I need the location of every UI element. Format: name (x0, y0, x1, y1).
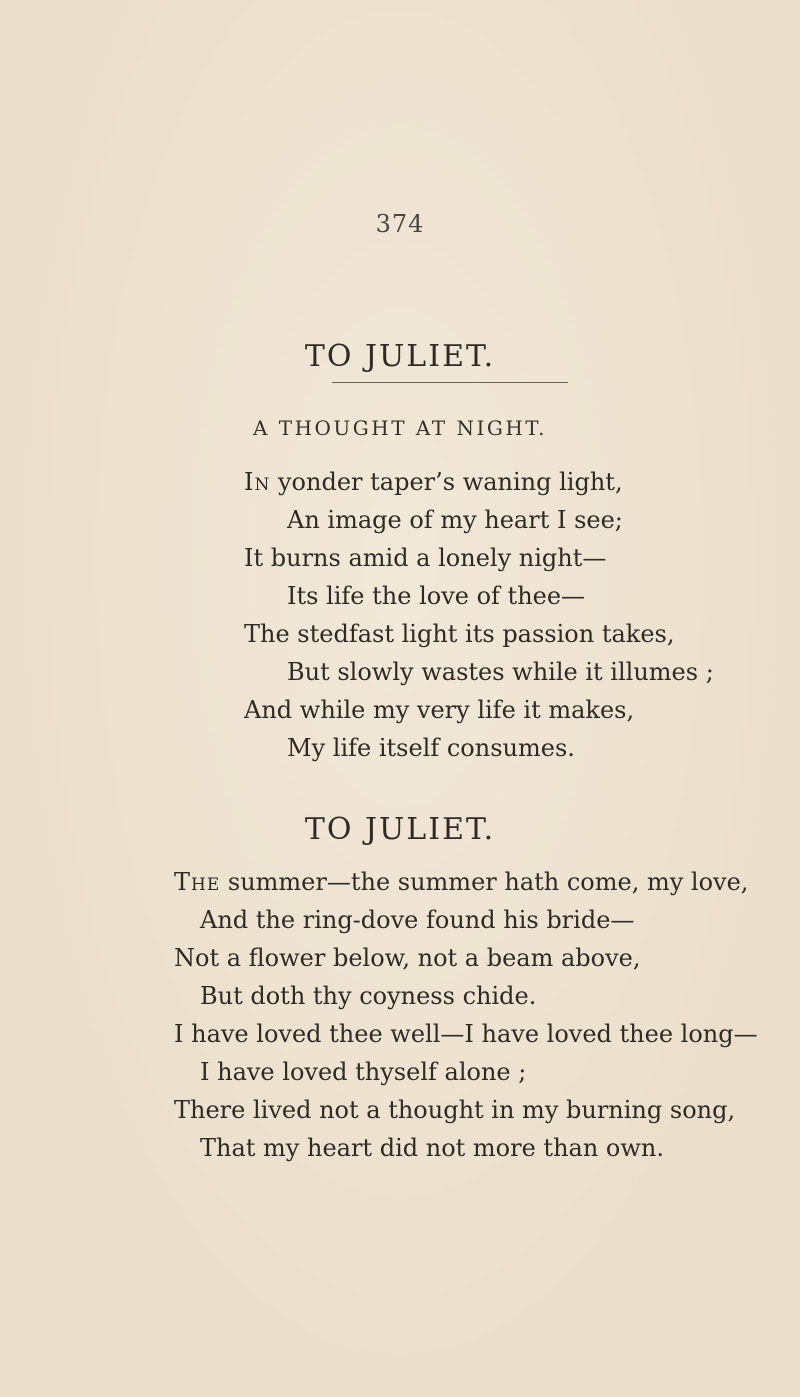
poem-line: Its life the love of thee— (287, 582, 586, 610)
poem-line: And the ring-dove found his bride— (200, 906, 635, 934)
page-number: 374 (375, 210, 425, 238)
poem-line: I have loved thyself alone ; (200, 1058, 527, 1086)
poem-line: There lived not a thought in my burning song, (174, 1096, 736, 1124)
section-divider (332, 382, 568, 383)
poem-line: Not a flower below, not a beam above, (174, 944, 641, 972)
poem-line (244, 470, 623, 494)
poem-line: But doth thy coyness chide. (200, 982, 537, 1010)
poem-line (174, 870, 748, 894)
poem-line: My life itself consumes. (287, 734, 575, 762)
drop-word: The (174, 868, 221, 896)
poem-line: I have loved thee well—I have loved thee long— (174, 1020, 758, 1048)
poem-line: And while my very life it makes, (244, 696, 635, 724)
poem-line: It burns amid a lonely night— (244, 544, 607, 572)
poem-subtitle: A THOUGHT AT NIGHT. (252, 416, 548, 440)
poem-line: The stedfast light its passion takes, (244, 620, 675, 648)
poem-line: But slowly wastes while it illumes ; (287, 658, 714, 686)
poem-title: TO JULIET. (304, 339, 496, 374)
drop-word: In (244, 468, 271, 496)
poem-line: An image of my heart I see; (287, 506, 623, 534)
line-text: yonder taper’s waning light, (270, 468, 623, 496)
line-text: summer—the summer hath come, my love, (220, 868, 749, 896)
poem-line: That my heart did not more than own. (200, 1134, 665, 1162)
poem-title: TO JULIET. (304, 812, 496, 847)
